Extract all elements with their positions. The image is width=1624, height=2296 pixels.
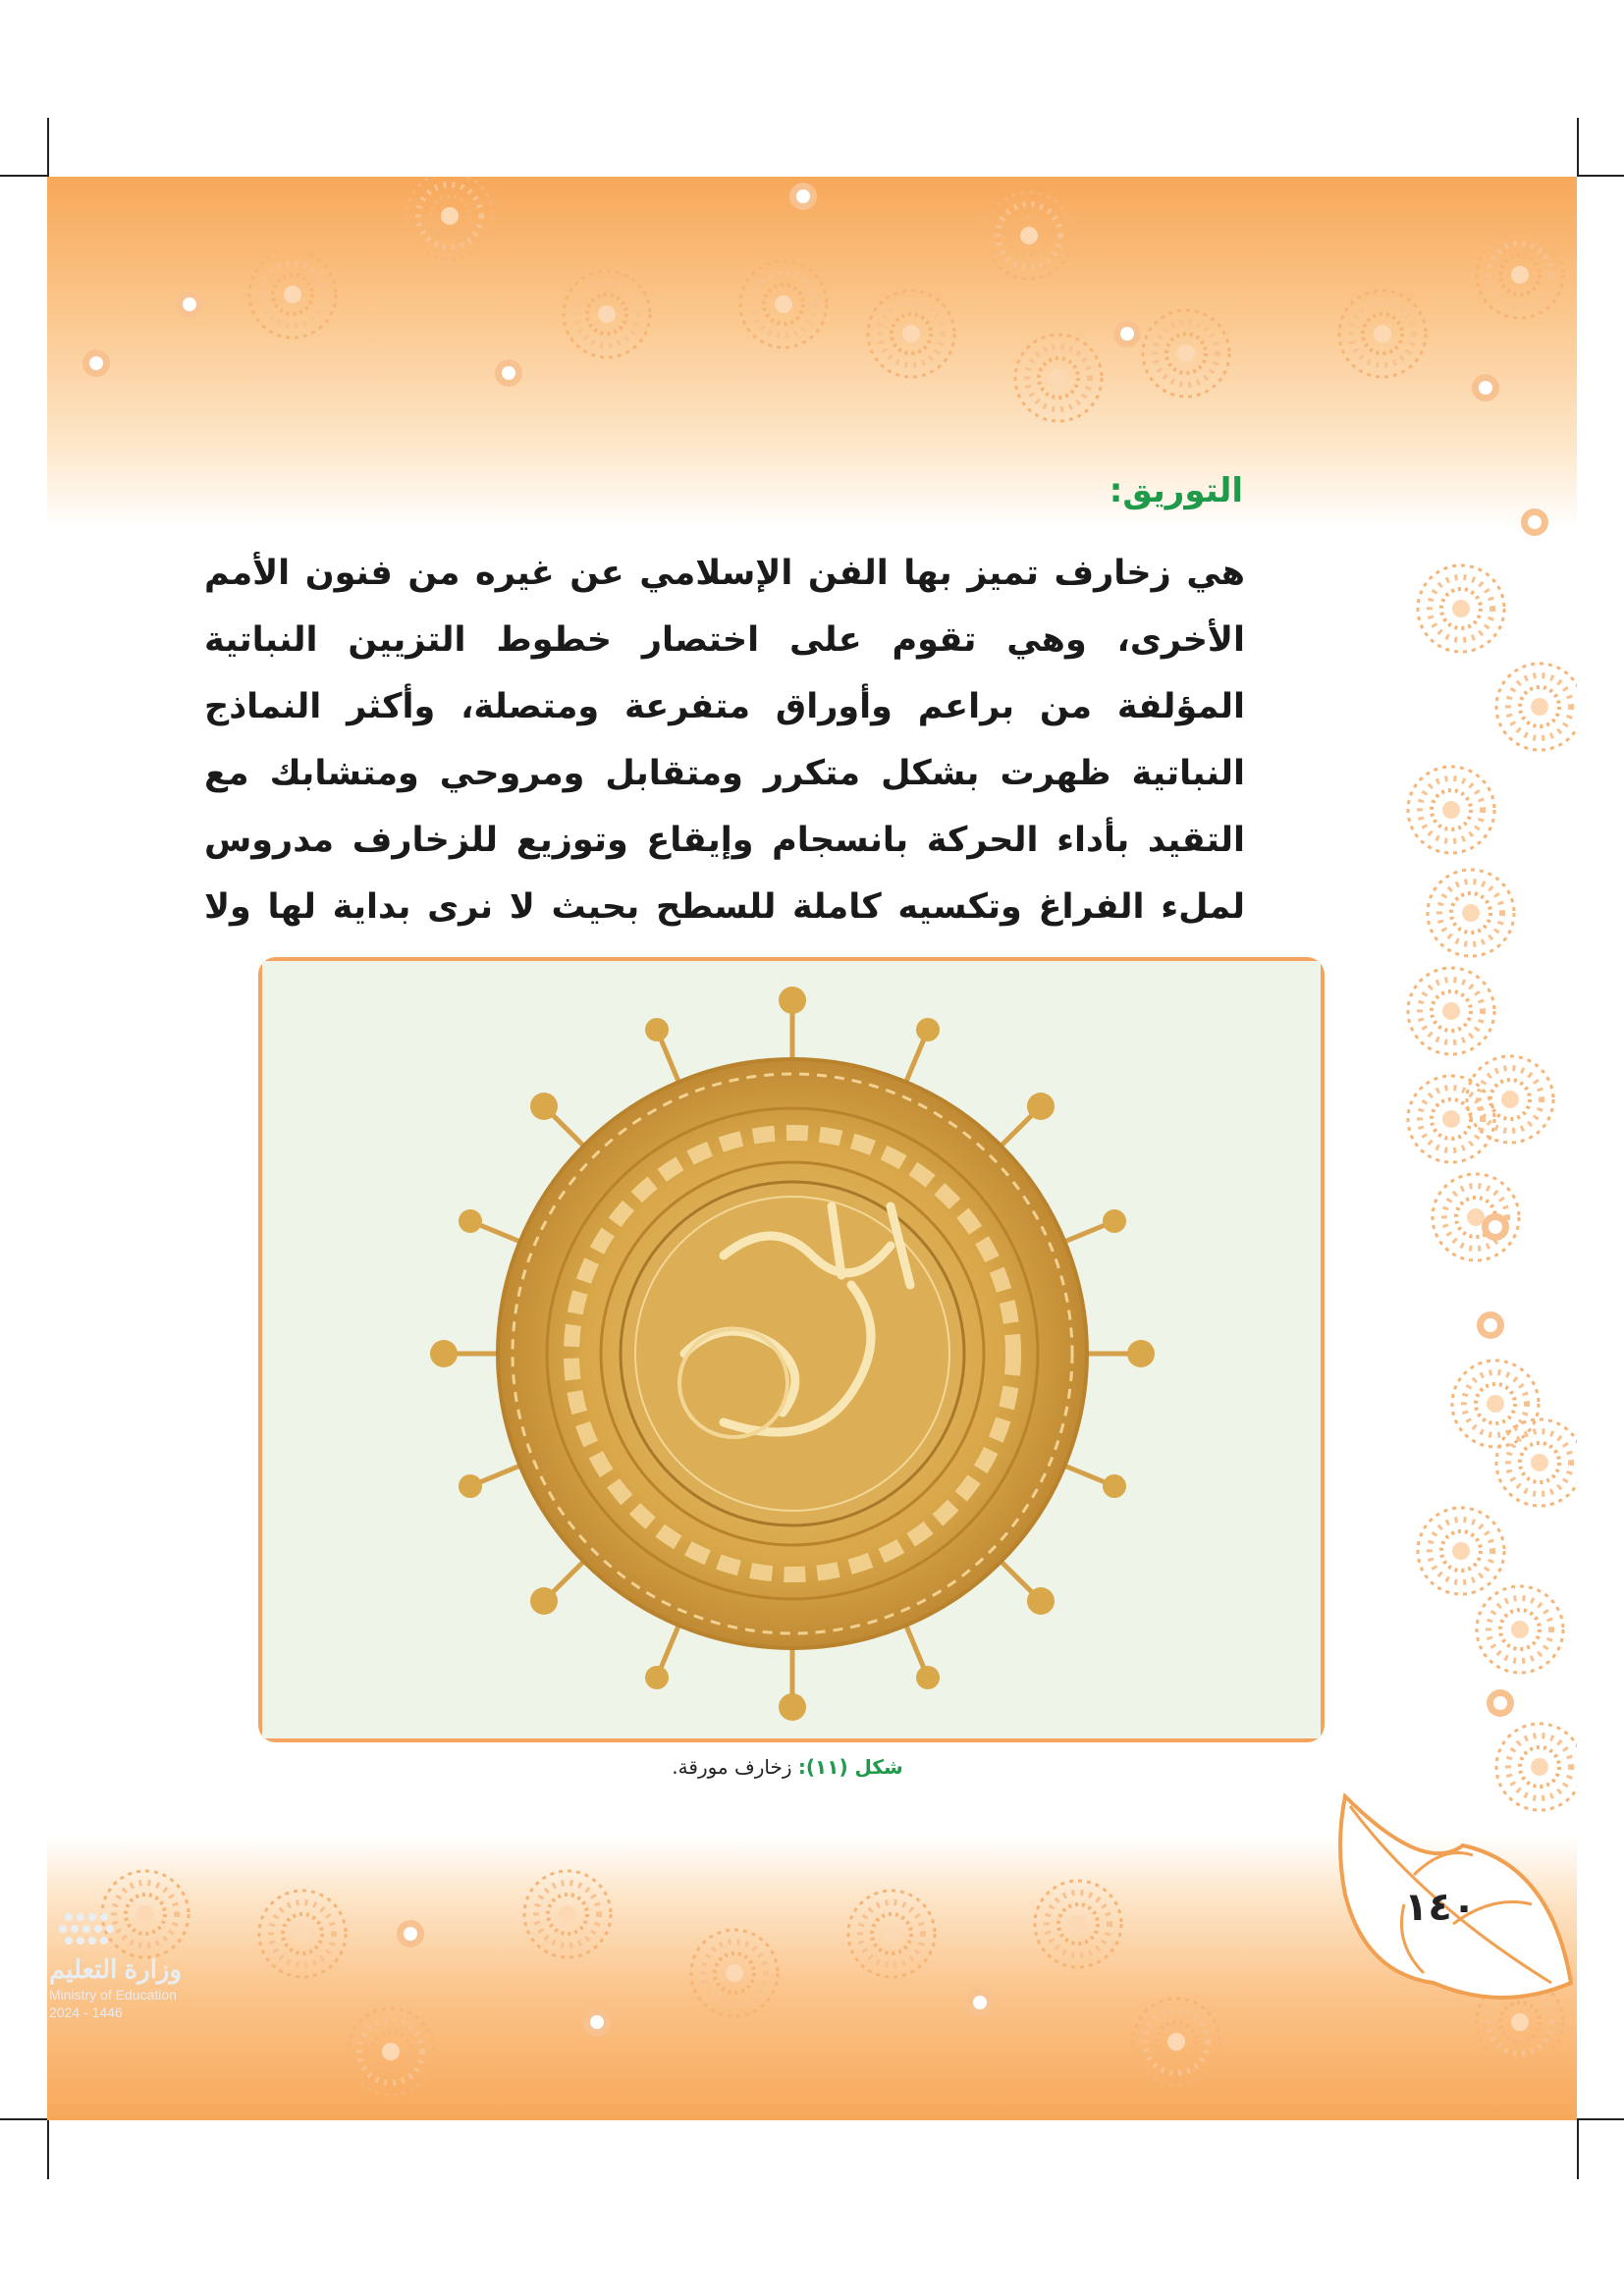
crop-mark xyxy=(0,2118,47,2120)
textbook-page xyxy=(47,177,1577,2120)
figure-frame xyxy=(258,957,1325,1742)
page-number: ١٤٠ xyxy=(1404,1885,1477,1930)
crop-mark xyxy=(1577,2120,1579,2179)
ministry-logo xyxy=(49,1909,245,2020)
caption-text: زخارف مورقة. xyxy=(672,1755,792,1779)
ministry-name-ar: وزارة التعليم xyxy=(49,1954,183,1984)
figure-caption xyxy=(258,1755,1317,1779)
crop-mark xyxy=(1577,2118,1624,2120)
crop-mark xyxy=(47,118,49,177)
ministry-year: 2024 - 1446 xyxy=(49,2004,123,2020)
crop-mark xyxy=(47,2120,49,2179)
islamic-rosette-image xyxy=(262,961,1321,1738)
ministry-dots-icon xyxy=(49,1909,167,1949)
crop-mark xyxy=(0,175,47,177)
body-paragraph: هي زخارف تميز بها الفن الإسلامي عن غيره من فنون الأمم الأخرى، وهي تقوم على اختصار خطوط التزيين النباتية المؤلفة من براعم وأوراق متفرعة ومتصلة، وأكثر النماذج النباتية ظهرت بشكل متكرر ومتقابل ومروحي ومتشابك مع التقيد بأداء الحركة بانسجام وإيقاع وتوزيع للزخارف مدروس لملء الفراغ وتكسيه كاملة للسطح بحيث لا نرى بداية لها ولا xyxy=(204,554,1245,927)
crop-mark xyxy=(1577,118,1579,177)
caption-label: شكل (١١): xyxy=(797,1755,903,1779)
crop-mark xyxy=(1577,175,1624,177)
section-heading: التوريق: xyxy=(1109,471,1243,510)
ministry-name-en: Ministry of Education xyxy=(49,1987,177,2002)
